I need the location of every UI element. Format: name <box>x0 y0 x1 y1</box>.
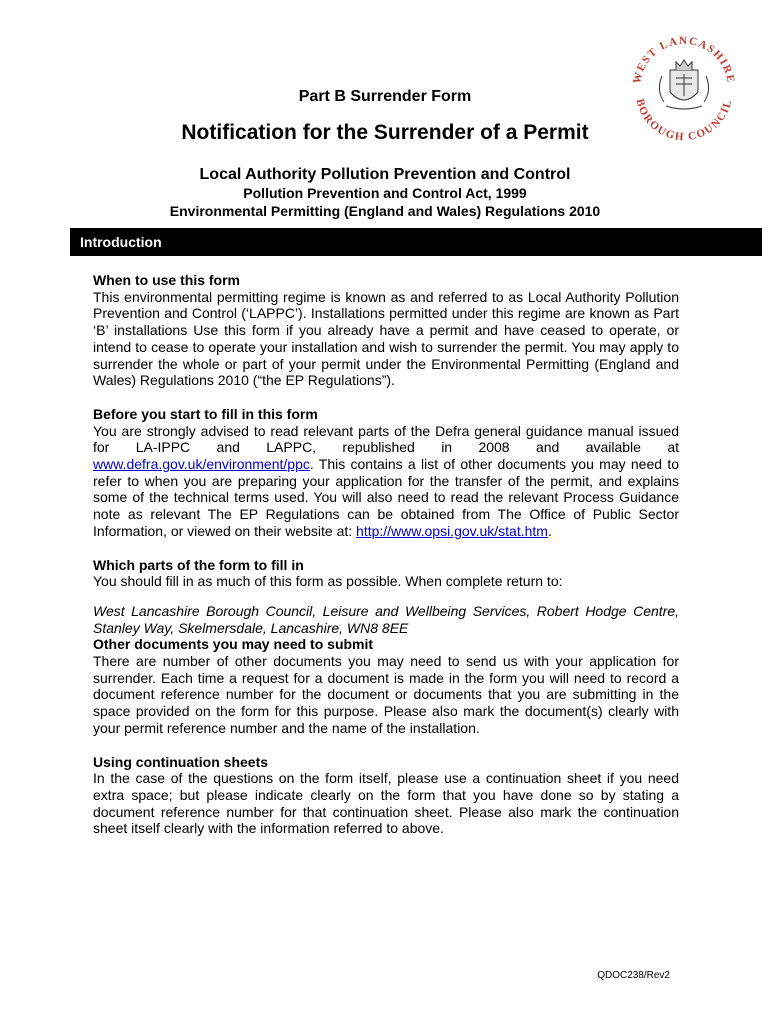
body-text: . This contains a list of other documents you may need to refer to when you are preparing your application for the transfer of the permit, and explains some of the technical terms used. You will also need to read the relevant Process Guidance note as relevant The EP Regulations can be obtained from The Office of Public Sector Information, or viewed on their website at: <box>93 456 679 539</box>
section-body: There are number of other documents you may need to send us with your application for surrender. Each time a request for a document is made in the form you will need to record a document reference number for the document or documents that you are submitting in the space provided on the form for this purpose. Please also mark the document(s) clearly with your permit reference number and the name of the installation. <box>93 653 679 736</box>
logo-text-bottom: BOROUGH COUNCIL <box>633 97 735 144</box>
subtitle-authority: Local Authority Pollution Prevention and Control <box>199 166 571 183</box>
body-text: . <box>547 522 552 539</box>
section-continuation-sheets <box>93 754 679 838</box>
section-before-you-start <box>93 406 679 540</box>
form-label: Part B Surrender Form <box>298 88 472 105</box>
introduction-heading: Introduction <box>80 234 162 250</box>
section-body <box>93 423 679 540</box>
document-reference: QDOC238/Rev2 <box>597 970 670 981</box>
section-heading: Using continuation sheets <box>93 753 269 770</box>
return-address: West Lancashire Borough Council, Leisure and Wellbeing Services, Robert Hodge Centre, Stanley Way, Skelmersdale, Lancashire, WN8 8EE <box>93 602 679 636</box>
opsi-link[interactable]: http://www.opsi.gov.uk/stat.htm <box>356 522 548 539</box>
section-heading: Before you start to fill in this form <box>93 405 318 422</box>
logo-text-top: WEST LANCASHIRE <box>630 34 737 85</box>
section-heading: When to use this form <box>93 272 240 288</box>
section-heading: Which parts of the form to fill in <box>93 556 304 573</box>
section-when-to-use <box>93 272 679 389</box>
section-body: This environmental permitting regime is known as and referred to as Local Authority Pollution Prevention and Control (‘LAPPC’). Installations permitted under this regime are known as Part ‘B’ installations Use this form if you already have a permit and have ceased to operate, or intend to cease to operate your installation and wish to surrender the permit. You may apply to surrender the whole or part of your permit under the Environmental Permitting (England and Wales) Regulations 2010 (“the EP Regulations”). <box>93 288 679 389</box>
main-content <box>93 272 679 854</box>
section-body: In the case of the questions on the form itself, please use a continuation sheet if you need extra space; but please indicate clearly on the form that you have done so by stating a document reference number for that continuation sheet. Please also mark the continuation sheet itself clearly with the information referred to above. <box>93 770 679 837</box>
section-body: You should fill in as much of this form as possible. When complete return to: <box>93 573 563 590</box>
body-text: You are strongly advised to read relevant parts of the Defra general guidance manual issued for LA-IPPC and LAPPC, republished in 2008 and available at <box>93 422 679 456</box>
subtitle-act: Pollution Prevention and Control Act, 1999 <box>243 185 527 201</box>
page-title: Notification for the Surrender of a Permit <box>181 121 589 144</box>
defra-link[interactable]: www.defra.gov.uk/environment/ppc <box>93 456 310 473</box>
section-which-parts <box>93 557 679 590</box>
subtitle-regulations: Environmental Permitting (England and Wales) Regulations 2010 <box>169 203 601 219</box>
section-other-documents <box>93 636 679 736</box>
introduction-heading-bar <box>70 228 762 256</box>
section-heading: Other documents you may need to submit <box>93 636 374 653</box>
